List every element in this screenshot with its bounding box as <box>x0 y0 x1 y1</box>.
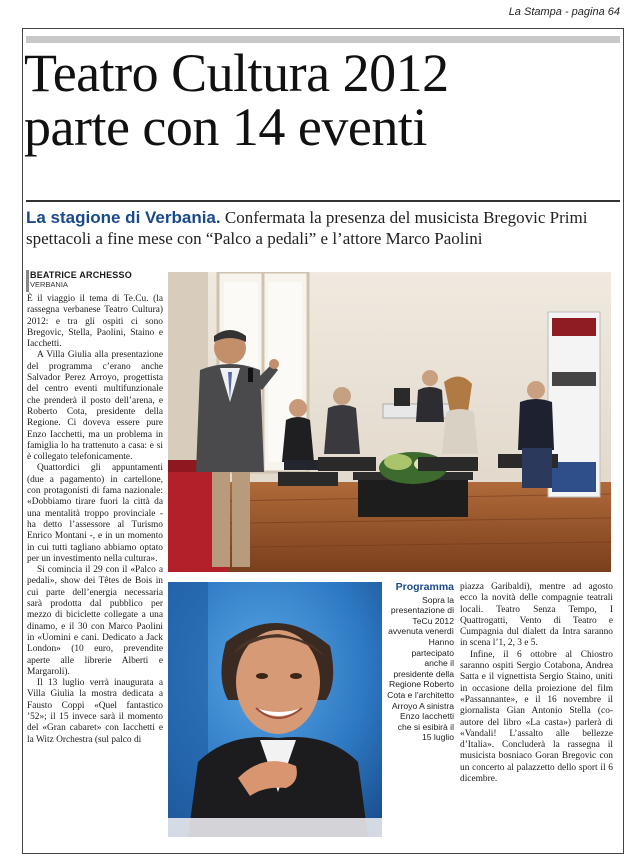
headline-line1: Teatro Cultura 2012 <box>24 43 449 103</box>
headline-rule <box>26 200 620 202</box>
body-column-3 <box>460 582 613 785</box>
subhead-kicker: La stagione di Verbania. <box>26 208 221 227</box>
body-paragraph: Il 13 luglio verrà inaugurata a Villa Giulia la mostra dedicata a Fausto Coppi «Quel fantastico ’52»; il 15 invece sarà il momento del «Gran cabaret» con Iacchetti e la Witz Orchestra (sul palco di <box>27 678 163 745</box>
byline-author: BEATRICE ARCHESSO <box>30 270 132 280</box>
body-paragraph: Quattordici gli appuntamenti (due a pagamento) in cartellone, con protagonisti di fama nazionale: «Dobbiamo tirare fuori la città da una mentalità troppo provinciale - ha detto l’assessore al Turismo Enrico Montani -, e in un momento in cui tutti tagliano abbiamo optato per un investimento nella cultura». <box>27 463 163 564</box>
body-paragraph: È il viaggio il tema di Te.Cu. (la rassegna verbanese Teatro Cultura) 2012: e tra gli ospiti ci sono Bregovic, Stella, Paolini, Staino e Iacchetti. <box>27 294 163 350</box>
caption-text: Sopra la presentazione di TeCu 2012 avvenuta venerdì Hanno partecipato anche il presidente della Regione Roberto Cota e l’architetto Arroyo A sinistra Enzo Iacchetti che si esibirà il 15 luglio <box>387 594 454 743</box>
photo-caption <box>386 582 454 743</box>
byline <box>30 270 170 289</box>
headline <box>24 43 624 157</box>
body-column-1 <box>27 294 163 746</box>
masthead: La Stampa - pagina 64 <box>508 6 620 18</box>
top-bar <box>26 36 620 43</box>
photo-presentation <box>168 272 611 572</box>
portrait-photo-image <box>168 582 382 837</box>
body-paragraph: A Villa Giulia alla presentazione del programma c’erano anche Salvador Perez Arroyo, progettista del centro eventi multifunzionale che prenderà il posto dell’arena, e Roberto Cota, presidente della Regione. Ci doveva essere pure Enzo Iacchetti, ma un problema in famiglia lo ha trattenuto a casa: e si è collegato telefonicamente. <box>27 350 163 463</box>
caption-title: Programma <box>395 581 454 593</box>
body-paragraph: piazza Garibaldi), mentre ad agosto ecco la novità delle compagnie teatrali locali. Teatro Senza Tempo, I Quattrogatti, Vento di Teatro e Cumpagnia dul dialett da Intra saranno in scena l’1, 2, 3 e 5. <box>460 582 613 649</box>
subhead-text: Confermata la presenza del musicista Bregovic Primi spettacoli a fine mese con “Palco a pedali” e l’attore Marco Paolini <box>26 208 588 248</box>
byline-bar <box>26 270 29 292</box>
byline-place: VERBANIA <box>30 280 68 289</box>
headline-line2: parte con 14 eventi <box>24 97 427 157</box>
body-paragraph: Si comincia il 29 con il «Palco a pedali», show dei Têtes de Bois in cui parte dell’energia necessaria sarà prodotta dal pubblico per mezzo di biciclette collegate a una dinamo, e il 30 con Marco Paolini in «Uomini e cani. Dedicato a Jack London» (10 euro, prevendite aperte alle librerie Alberti e Margaroli). <box>27 565 163 677</box>
presentation-photo-image <box>168 272 611 572</box>
subheadline <box>26 207 624 249</box>
body-paragraph: Infine, il 6 ottobre al Chiostro saranno ospiti Sergio Cotabona, Andrea Satta e il vignettista Sergio Staino, uniti in occasione della proiezione del film «Passannante», e il 16 novembre il giornalista Gian Antonio Stella (co-autore del libro «La casta») parlerà di «Vandali! L’assalto alle bellezze d’Italia». Concluderà la rassegna il musicista bosniaco Goran Bregovic con un concerto al palazzetto dello sport il 6 dicembre. <box>460 649 613 785</box>
photo-iacchetti <box>168 582 382 837</box>
